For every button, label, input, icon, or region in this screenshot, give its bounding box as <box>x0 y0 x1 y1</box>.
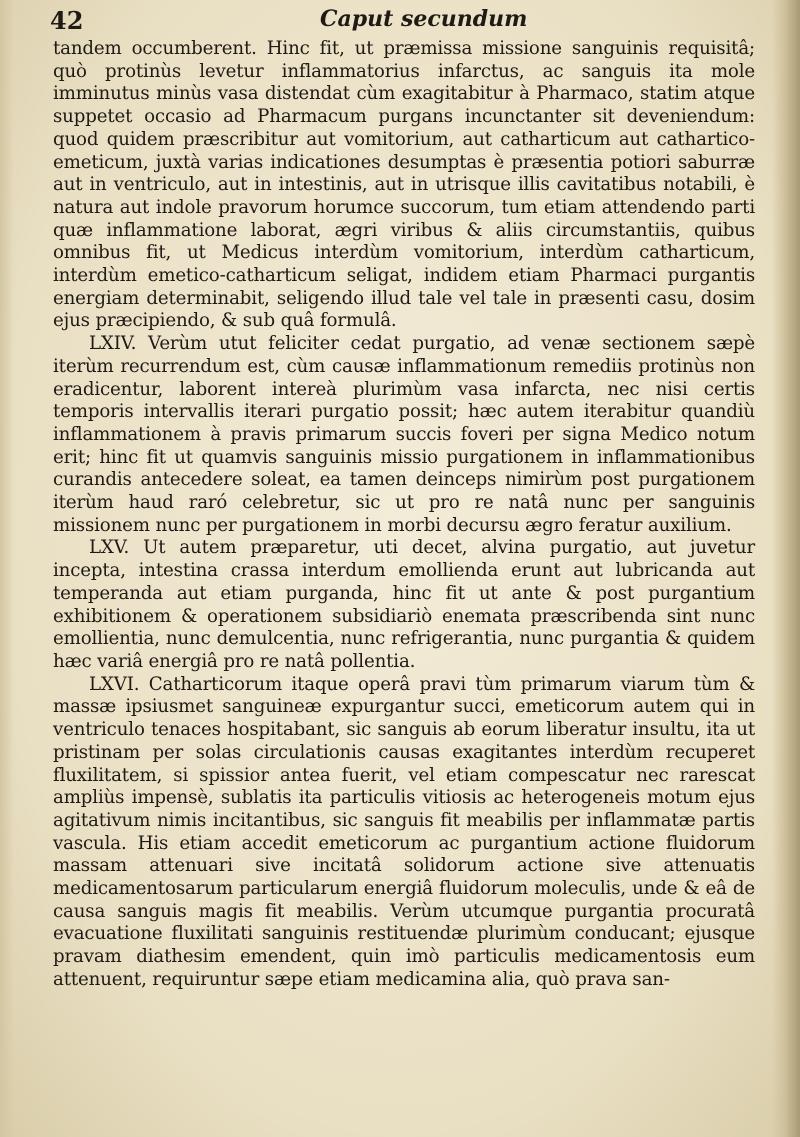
body-text <box>53 38 755 992</box>
page-number: 42 <box>50 6 84 35</box>
paragraph-lxvi: LXVI. Catharticorum itaque operâ pravi tùm primarum viarum tùm & massæ ipsiusmet sanguineæ expurgantur succi, emeticorum autem qui in ventriculo tenaces hospitabant, sic sanguis ab eorum liberatur insultu, ita ut pristinam per solas circulationis causas exagitantes interdùm recuperet fluxilitatem, si spissior antea fuerit, vel etiam compescatur nec rarescat ampliùs impensè, sublatis ita particulis vitiosis ac heterogeneis motum ejus agitativum nimis incitantibus, sic sanguis fit meabilis per inflammatæ partis vascula. His etiam accedit emeticorum ac purgantium actione fluidorum massam attenuari sive incitatâ solidorum actione sive attenuatis medicamentosarum particularum energiâ fluidorum moleculis, unde & eâ de causa sanguis magis fit meabilis. Verùm utcumque purgantia procuratâ evacuatione fluxilitati sanguinis restituendæ plurimùm conducant; ejusque pravam diathesim emendent, quin imò particulis medicamentosis eum attenuent, requiruntur sæpe etiam medicamina alia, quò prava san- <box>53 673 755 990</box>
page-header <box>50 4 750 38</box>
page-left-shadow <box>0 0 14 1137</box>
running-title: Caput secundum <box>320 6 528 32</box>
page-right-edge-shadow <box>772 0 800 1137</box>
paragraph-continuation: tandem occumberent. Hinc fit, ut præmissa missione sanguinis requisitâ; quò protinùs levetur inflammatorius infarctus, ac sanguis ita mole imminutus minùs vasa distendat cùm exagitabitur à Pharmaco, statim atque suppetet occasio ad Pharmacum purgans incunctanter sit deveniendum: quod quidem præscribitur aut vomitorium, aut catharticum aut cathartico-emeticum, juxtà varias indicationes desumptas è præsentia potiori saburræ aut in ventriculo, aut in intestinis, aut in utrisque illis cavitatibus notabili, è natura aut indole pravorum horumce succorum, tum etiam attendendo parti quæ inflammatione laborat, ægri viribus & aliis circumstantiis, quibus omnibus fit, ut Medicus interdùm vomitorium, interdùm catharticum, interdùm emetico-catharticum seligat, indidem etiam Pharmaci purgantis energiam determinabit, seligendo illud tale vel tale in præsenti casu, dosim ejus præcipiendo, & sub quâ formulâ. <box>53 38 755 332</box>
paragraph-lxv: LXV. Ut autem præparetur, uti decet, alvina purgatio, aut juvetur incepta, intestina crassa interdum emollienda erunt aut lubricanda aut temperanda aut etiam purganda, hinc fit ut ante & post purgantium exhibitionem & operationem subsidiariò enemata præscribenda sint nunc emollientia, nunc demulcentia, nunc refrigerantia, nunc purgantia & quidem hæc variâ energiâ pro re natâ pollentia. <box>53 537 755 672</box>
paragraph-lxiv: LXIV. Verùm utut feliciter cedat purgatio, ad venæ sectionem sæpè iterùm recurrendum est, cùm causæ inflammationum remediis protinùs non eradicentur, laborent intereà plurimùm vasa infarcta, nec nisi certis temporis intervallis iterari purgatio possit; hæc autem iterabitur quandiù inflammationem à pravis primarum succis foveri per signa Medico notum erit; hinc fit ut quamvis sanguinis missio purgationem in inflammationibus curandis antecedere soleat, ea tamen deinceps nimirùm post purgationem iterùm haud raró celebretur, sic ut pro re natâ nunc per sanguinis missionem nunc per purgationem in morbi decursu ægro feratur auxilium. <box>53 333 755 536</box>
